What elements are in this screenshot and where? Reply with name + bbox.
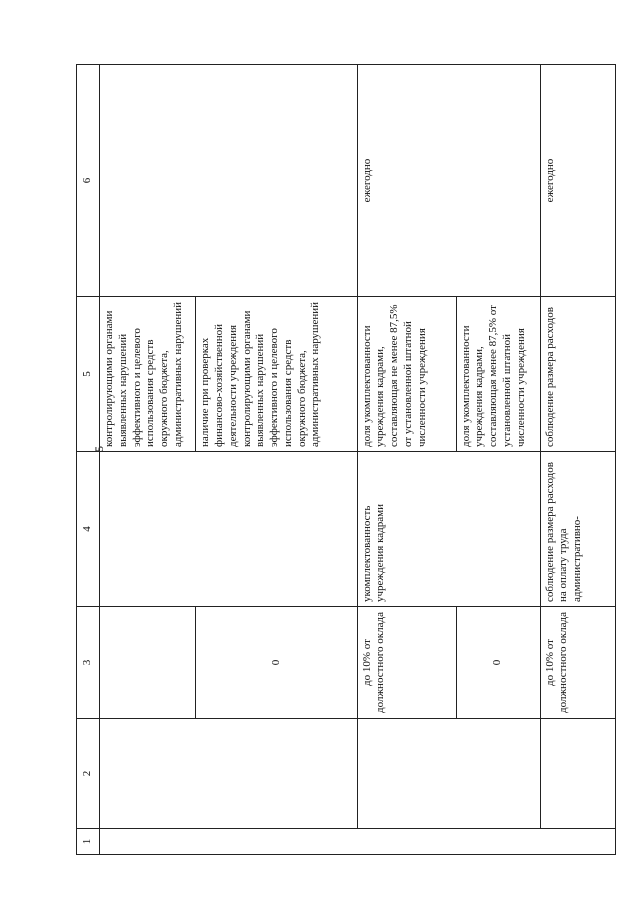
col2-cell	[540, 719, 615, 829]
header-col-6: 6	[77, 65, 100, 297]
col4-cell	[100, 452, 358, 607]
header-col-2: 2	[77, 719, 100, 829]
rotated-table-container	[76, 65, 616, 855]
col3-cell	[100, 607, 196, 719]
header-col-4: 4	[77, 452, 100, 607]
col3-cell: до 10% от должностного оклада	[357, 607, 456, 719]
table-row	[100, 65, 196, 855]
col5-cell: наличие при проверках финансово-хозяйственной деятельности учреждения контролирующими органами выявленных нарушений эффективного и целевого использования средств окружного бюджета, административных нарушений	[196, 297, 357, 452]
col5-cell: контролирующими органами выявленных нарушений эффективного и целевого использования средств окружного бюджета, административных нарушений	[100, 297, 196, 452]
criteria-table	[76, 64, 616, 855]
col3-cell: 0	[456, 607, 540, 719]
col4-cell: соблюдение размера расходов на оплату труда административно-	[540, 452, 615, 607]
col3-cell: до 10% от должностного оклада	[540, 607, 615, 719]
page-number: 5	[92, 446, 106, 452]
table-header-row	[77, 65, 100, 855]
col2-cell	[357, 719, 540, 829]
col5-cell: доля укомплектованности учреждения кадрами, составляющая не менее 87,5% от установленной штатной численности учреждения	[357, 297, 456, 452]
table-row	[540, 65, 615, 855]
col2-cell	[100, 719, 358, 829]
col3-cell: 0	[196, 607, 357, 719]
col4-cell: укомплектованность учреждения кадрами	[357, 452, 540, 607]
col5-cell: соблюдение размера расходов	[540, 297, 615, 452]
col6-cell: ежегодно	[357, 65, 540, 297]
table-row	[357, 65, 456, 855]
col6-cell: ежегодно	[540, 65, 615, 297]
header-col-1: 1	[77, 829, 100, 855]
col1-cell	[100, 829, 616, 855]
col6-cell	[100, 65, 358, 297]
col5-cell: доля укомплектованности учреждения кадрами, составляющая менее 87,5% от установленной штатной численности учреждения	[456, 297, 540, 452]
header-col-3: 3	[77, 607, 100, 719]
header-col-5: 5	[77, 297, 100, 452]
